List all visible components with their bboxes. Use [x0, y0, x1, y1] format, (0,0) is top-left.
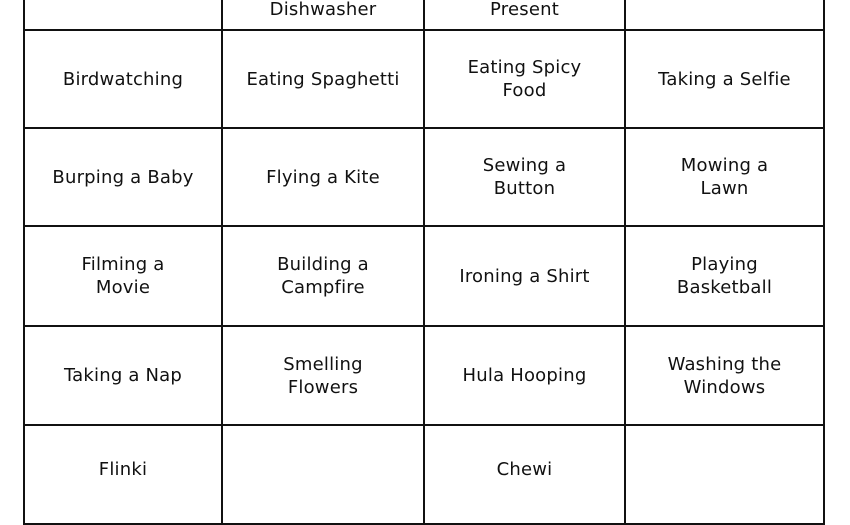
- card-cell: [425, 426, 626, 525]
- card-cell: [223, 227, 425, 327]
- cell-text: Mowing a Lawn: [680, 155, 769, 199]
- cell-text: Flying a Kite: [266, 166, 380, 188]
- card-cell: [425, 129, 626, 227]
- card-cell: [223, 327, 425, 426]
- card-cell: [626, 31, 825, 129]
- cell-text: Hula Hooping: [462, 365, 587, 386]
- card-cell: [425, 0, 626, 31]
- card-cell: [626, 227, 825, 327]
- card-cell: [425, 31, 626, 129]
- cell-text: Eating Spaghetti: [246, 68, 400, 90]
- card-cell: [223, 426, 425, 525]
- card-cell: [626, 129, 825, 227]
- cell-text: Playing Basketball: [676, 254, 773, 298]
- cell-text: Chewi: [496, 459, 553, 480]
- cell-text: Flinki: [98, 459, 148, 480]
- card-cell: [626, 426, 825, 525]
- card-cell: [223, 31, 425, 129]
- card-cell: [25, 31, 223, 129]
- cell-text: Present: [490, 0, 559, 20]
- card-cell: [223, 0, 425, 31]
- cell-text: Taking a Nap: [63, 365, 183, 386]
- cell-text: Eating Spicy Food: [467, 57, 582, 101]
- cell-text: Ironing a Shirt: [459, 265, 590, 287]
- bingo-card-grid: [23, 0, 823, 525]
- card-cell: [425, 227, 626, 327]
- card-cell: [25, 426, 223, 525]
- cell-text: Building a Campfire: [277, 254, 369, 298]
- card-cell: [626, 0, 825, 31]
- cell-text: Birdwatching: [62, 68, 184, 90]
- cell-text: Dishwasher: [269, 0, 377, 20]
- card-cell: [626, 327, 825, 426]
- card-cell: [25, 129, 223, 227]
- card-cell: [25, 227, 223, 327]
- cell-text: Washing the Windows: [667, 353, 782, 398]
- cell-text: Taking a Selfie: [658, 68, 791, 90]
- card-cell: [25, 0, 223, 31]
- card-cell: [425, 327, 626, 426]
- cell-text: Filming a Movie: [81, 254, 165, 298]
- card-cell: [25, 327, 223, 426]
- card-cell: [223, 129, 425, 227]
- cell-text: Sewing a Button: [482, 155, 567, 199]
- cell-text: Smelling Flowers: [283, 353, 363, 398]
- cell-text: Burping a Baby: [52, 166, 194, 188]
